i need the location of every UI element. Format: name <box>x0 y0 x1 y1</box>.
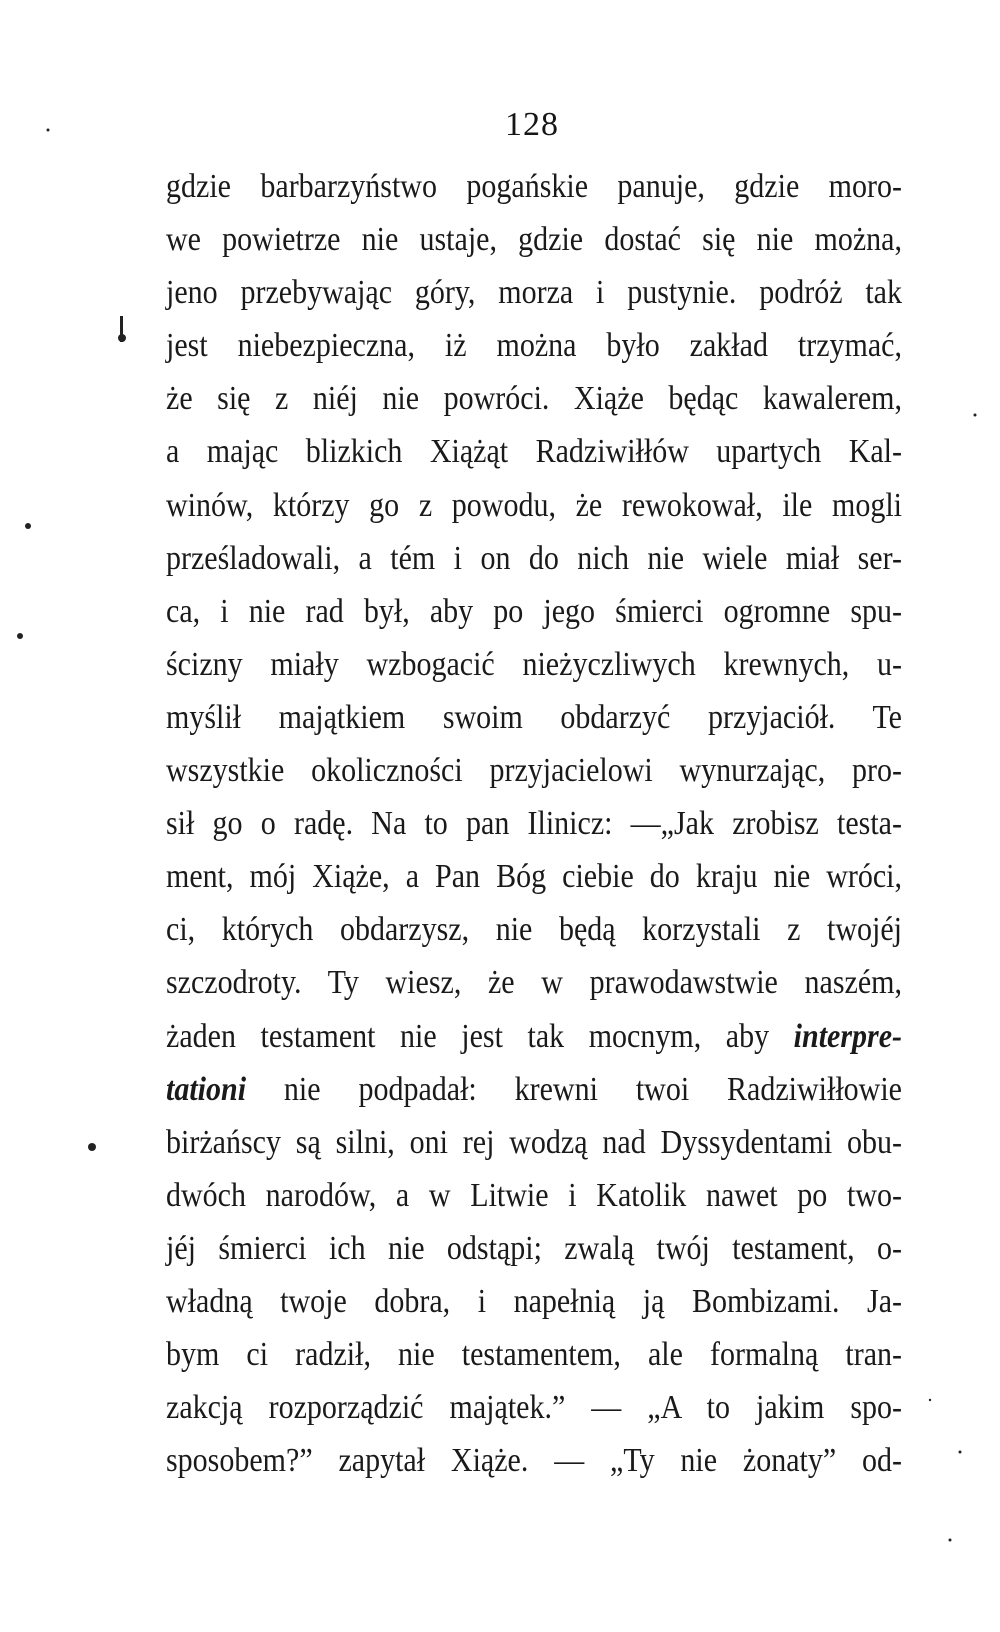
text-line: a mając blizkich Xiążąt Radziwiłłów upartych Kal- <box>166 433 902 471</box>
ink-speck <box>17 633 23 639</box>
text-line: myślił majątkiem swoim obdarzyć przyjaciół. Te <box>166 698 902 736</box>
text-line: sposobem?” zapytał Xiąże. — „Ty nie żonaty” od- <box>166 1442 902 1480</box>
italic-word: tationi <box>166 1070 247 1108</box>
text-line: prześladowali, a tém i on do nich nie wiele miał ser- <box>166 539 902 577</box>
text-line: we powietrze nie ustaje, gdzie dostać się nie można, <box>166 221 902 259</box>
text-line: jeno przebywając góry, morza i pustynie. podróż tak <box>166 274 902 312</box>
ink-speck <box>120 316 123 342</box>
ink-speck <box>88 1143 96 1151</box>
ink-speck <box>25 523 31 529</box>
text-line: gdzie barbarzyństwo pogańskie panuje, gdzie moro- <box>166 168 902 205</box>
text-line: ci, których obdarzysz, nie będą korzystali z twojéj <box>166 911 902 949</box>
text-line: birżańscy są silni, oni rej wodzą nad Dyssydentami obu- <box>166 1123 902 1161</box>
body-text <box>166 160 902 1487</box>
ink-speck <box>47 129 50 132</box>
text-line-segment: żaden testament nie jest tak mocnym, aby <box>166 1017 794 1055</box>
text-line <box>166 1006 902 1065</box>
ink-speck <box>974 414 977 417</box>
italic-word: interpre- <box>793 1017 902 1055</box>
text-line: wszystkie okoliczności przyjacielowi wynurzając, pro- <box>166 752 902 790</box>
text-line: zakcją rozporządzić majątek.” — „A to jakim spo- <box>166 1389 902 1427</box>
ink-speck <box>949 1539 952 1542</box>
text-line: winów, którzy go z powodu, że rewokował, ile mogli <box>166 486 902 524</box>
text-line: sił go o radę. Na to pan Ilinicz: —„Jak zrobisz testa- <box>166 805 902 843</box>
text-line: szczodroty. Ty wiesz, że w prawodawstwie naszém, <box>166 964 902 1002</box>
text-line: ścizny miały wzbogacić nieżyczliwych krewnych, u- <box>166 645 902 683</box>
text-line <box>166 1059 902 1118</box>
text-line: bym ci radził, nie testamentem, ale formalną tran- <box>166 1336 902 1374</box>
text-line: dwóch narodów, a w Litwie i Katolik nawet po two- <box>166 1176 902 1214</box>
text-line: że się z niéj nie powróci. Xiąże będąc kawalerem, <box>166 380 902 418</box>
text-line-segment: nie podpadał: krewni twoi Radziwiłłowie <box>246 1070 902 1108</box>
text-line: jest niebezpieczna, iż można było zakład trzymać, <box>166 327 902 365</box>
text-line: ca, i nie rad był, aby po jego śmierci ogromne spu- <box>166 592 902 630</box>
text-line: ment, mój Xiąże, a Pan Bóg ciebie do kraju nie wróci, <box>166 858 902 896</box>
text-line: władną twoje dobra, i napełnią ją Bombizami. Ja- <box>166 1282 902 1320</box>
page-number: 128 <box>505 106 559 143</box>
ink-speck <box>959 1451 962 1454</box>
ink-speck <box>118 334 126 342</box>
text-line: jéj śmierci ich nie odstąpi; zwalą twój testament, o- <box>166 1229 902 1267</box>
ink-speck <box>929 1399 931 1401</box>
